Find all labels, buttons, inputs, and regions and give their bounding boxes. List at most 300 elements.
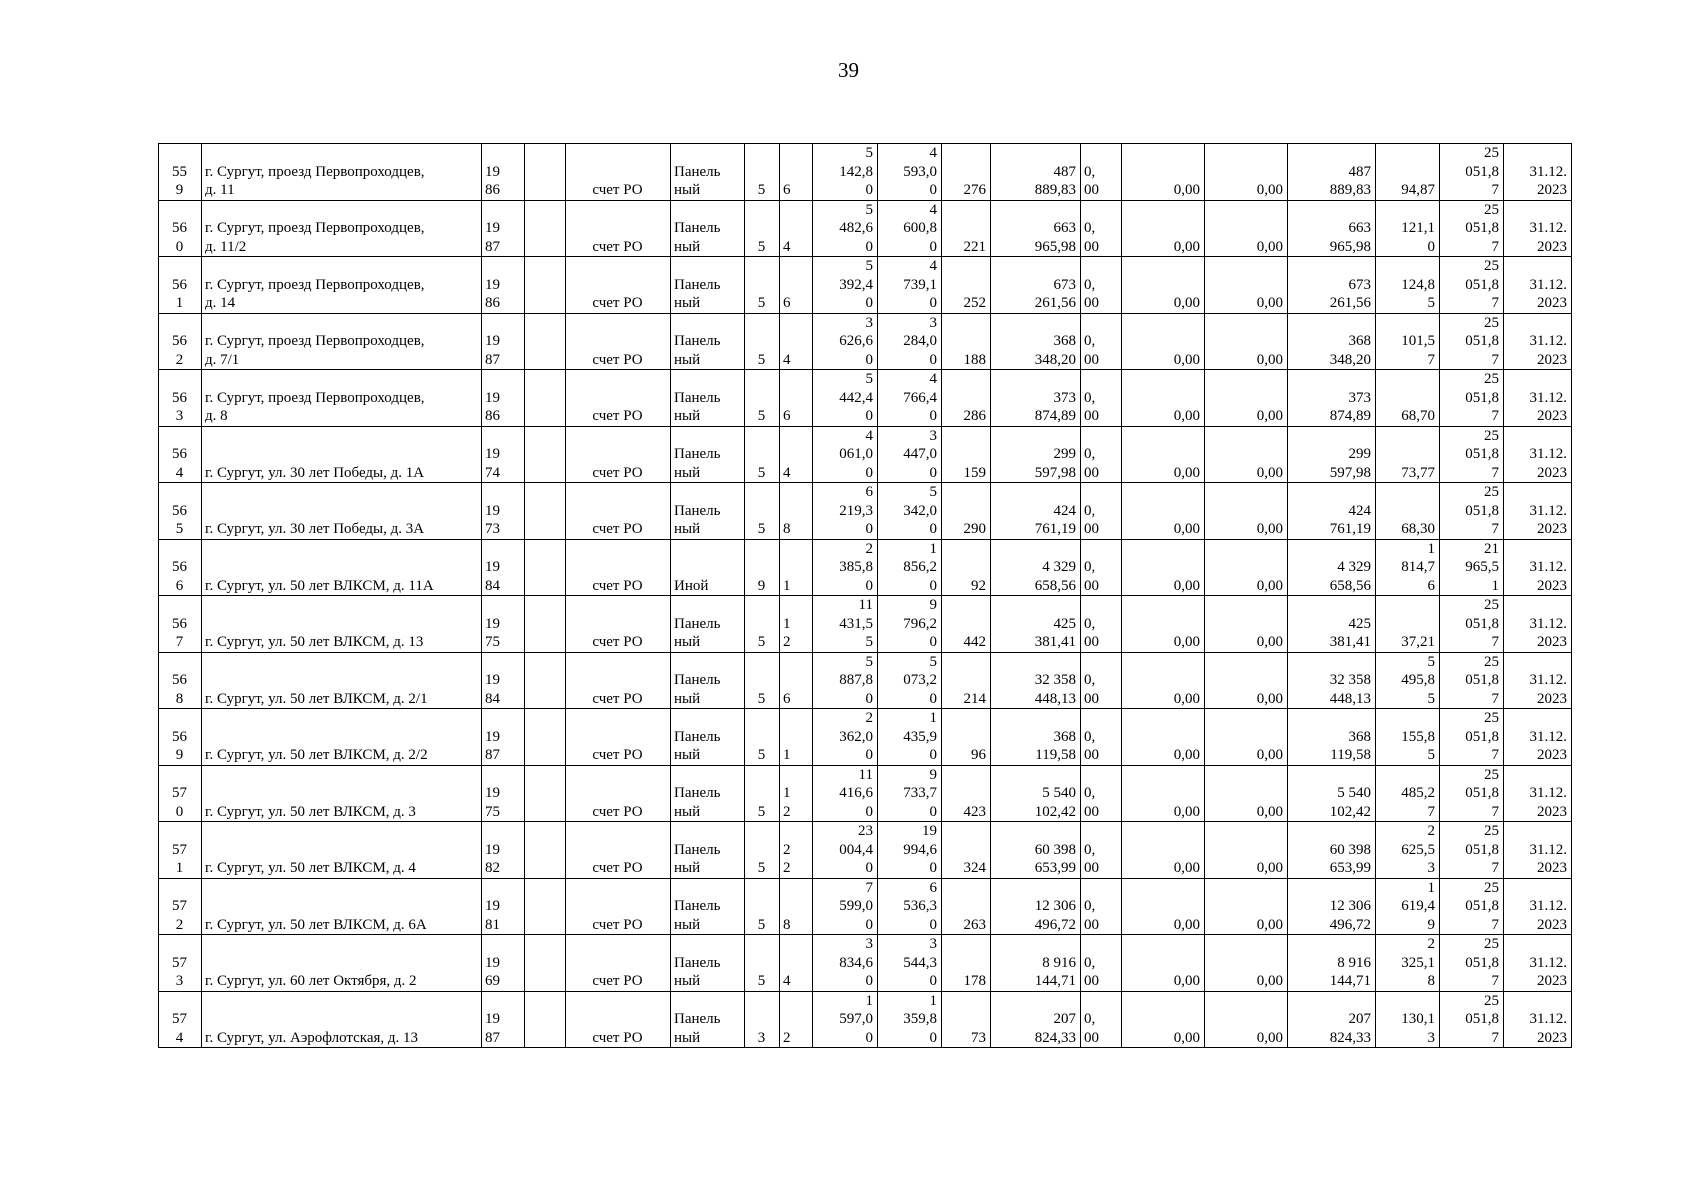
wall-material-cell	[671, 935, 745, 992]
row-number-cell-line: 1	[175, 860, 184, 876]
total-area-cell-line: 061,0	[839, 446, 873, 462]
deadline-cell	[1504, 765, 1572, 822]
deadline-cell	[1504, 878, 1572, 935]
limit-cost-cell-line: 7	[1491, 690, 1499, 707]
deadline-cell-line: 31.12.	[1529, 615, 1567, 632]
residents-cell: 286	[942, 370, 991, 427]
address-cell	[202, 144, 482, 201]
wall-material-cell	[671, 709, 745, 766]
total-area-cell-line: 5	[865, 634, 873, 650]
fund-cost-cell	[1081, 539, 1122, 596]
empty-cell	[525, 144, 566, 201]
floors-cell: 5	[745, 257, 780, 314]
total-cost-cell-line: 348,20	[1329, 351, 1371, 368]
row-number-cell-line: 56	[172, 276, 187, 293]
limit-cost-cell	[1440, 652, 1504, 709]
deadline-cell-line: 2023	[1537, 351, 1567, 368]
cost-cell	[991, 935, 1081, 992]
cost-cell	[991, 144, 1081, 201]
build-year-cell	[482, 991, 525, 1048]
living-area-cell-line: 073,2	[903, 672, 937, 688]
row-number-cell-line: 57	[172, 954, 187, 971]
address-cell-line: г. Сургут, ул. 50 лет ВЛКСМ, д. 2/2	[205, 747, 428, 763]
cost-cell-line: 102,42	[1034, 803, 1076, 820]
table-row	[159, 822, 1572, 879]
address-cell-line: г. Сургут, ул. 60 лет Октября, д. 2	[205, 973, 417, 989]
living-area-cell	[878, 878, 942, 935]
total-area-cell-line: 23	[858, 823, 873, 839]
deadline-cell	[1504, 822, 1572, 879]
cost-cell	[991, 483, 1081, 540]
build-year-cell-line: 84	[485, 577, 500, 594]
living-area-cell-line: 0	[929, 577, 937, 594]
total-cost-cell	[1288, 200, 1376, 257]
living-area-cell-line: 0	[929, 634, 937, 650]
cost-cell-line: 144,71	[1034, 973, 1076, 989]
cost-cell	[991, 878, 1081, 935]
living-area-cell-line: 0	[929, 860, 937, 876]
total-area-cell-line: 11	[858, 766, 873, 783]
cost-cell	[991, 426, 1081, 483]
living-area-cell-line: 4	[929, 258, 937, 274]
total-cost-cell-line: 496,72	[1329, 916, 1371, 933]
limit-cost-cell	[1440, 483, 1504, 540]
living-area-cell	[878, 200, 942, 257]
unit-cost-cell-line: 130,1	[1401, 1011, 1435, 1027]
budget-cost-cell: 0,00	[1122, 200, 1205, 257]
unit-cost-cell-line: 3	[1427, 1029, 1435, 1046]
limit-cost-cell-line: 7	[1491, 747, 1499, 763]
total-area-cell-line: 0	[865, 238, 873, 255]
cost-cell-line: 597,98	[1034, 464, 1076, 481]
unit-cost-cell-line: 495,8	[1401, 672, 1435, 688]
limit-cost-cell-line: 051,8	[1465, 220, 1499, 236]
address-cell-line: г. Сургут, проезд Первопроходцев,	[205, 163, 425, 180]
build-year-cell-line: 69	[485, 973, 500, 989]
limit-cost-cell-line: 965,5	[1465, 559, 1499, 575]
row-number-cell-line: 1	[175, 295, 184, 311]
total-cost-cell	[1288, 935, 1376, 992]
limit-cost-cell-line: 7	[1491, 351, 1499, 368]
total-cost-cell-line: 4 329	[1337, 559, 1371, 575]
address-cell	[202, 709, 482, 766]
floors-cell: 5	[745, 200, 780, 257]
unit-cost-cell	[1376, 991, 1440, 1048]
living-area-cell-line: 3	[929, 427, 937, 444]
table-row	[159, 652, 1572, 709]
total-area-cell-line: 0	[865, 577, 873, 594]
wall-material-cell	[671, 822, 745, 879]
address-cell-line: д. 7/1	[205, 351, 240, 368]
residents-cell: 214	[942, 652, 991, 709]
row-number-cell-line: 3	[175, 408, 184, 424]
wall-material-cell-line: ный	[674, 860, 701, 876]
row-number-cell-line: 9	[175, 747, 184, 763]
unit-cost-cell-line: 485,2	[1401, 785, 1435, 801]
cost-cell	[991, 539, 1081, 596]
fund-cost-cell-line: 00	[1084, 747, 1099, 763]
address-cell	[202, 878, 482, 935]
total-cost-cell-line: 874,89	[1329, 408, 1371, 424]
total-cost-cell	[1288, 313, 1376, 370]
wall-material-cell-line: ный	[674, 916, 701, 933]
address-cell-line: д. 11	[205, 182, 235, 198]
limit-cost-cell-line: 051,8	[1465, 898, 1499, 914]
entrances-cell-line: 2	[783, 841, 791, 858]
build-year-cell-line: 19	[485, 276, 500, 293]
total-area-cell-line: 5	[865, 201, 873, 218]
build-year-cell-line: 19	[485, 446, 500, 462]
build-year-cell-line: 87	[485, 747, 500, 763]
other-cost-cell: 0,00	[1205, 822, 1288, 879]
living-area-cell-line: 4	[929, 201, 937, 218]
total-cost-cell-line: 381,41	[1329, 634, 1371, 650]
fund-cost-cell-line: 0,	[1084, 220, 1096, 236]
row-number-cell-line: 2	[175, 916, 184, 933]
fund-cost-cell-line: 0,	[1084, 615, 1096, 632]
build-year-cell-line: 87	[485, 1029, 500, 1046]
living-area-cell-line: 0	[929, 238, 937, 255]
empty-cell	[525, 539, 566, 596]
cost-cell-line: 368	[1053, 333, 1076, 349]
entrances-cell	[780, 822, 813, 879]
total-area-cell-line: 004,4	[839, 841, 873, 858]
deadline-cell-line: 31.12.	[1529, 333, 1567, 349]
cost-cell-line: 874,89	[1034, 408, 1076, 424]
limit-cost-cell-line: 7	[1491, 182, 1499, 198]
living-area-cell-line: 4	[929, 371, 937, 387]
other-cost-cell: 0,00	[1205, 200, 1288, 257]
build-year-cell	[482, 652, 525, 709]
entrances-cell-line: 2	[783, 634, 791, 650]
build-year-cell	[482, 313, 525, 370]
floors-cell: 5	[745, 709, 780, 766]
unit-cost-cell-line: 7	[1427, 803, 1435, 820]
cost-cell-line: 824,33	[1034, 1029, 1076, 1046]
row-number-cell-line: 56	[172, 333, 187, 349]
cost-cell-line: 32 358	[1034, 672, 1076, 688]
limit-cost-cell-line: 051,8	[1465, 841, 1499, 858]
budget-cost-cell: 0,00	[1122, 991, 1205, 1048]
row-number-cell-line: 2	[175, 351, 184, 368]
unit-cost-cell-line: 2	[1427, 823, 1435, 839]
total-area-cell	[813, 765, 878, 822]
entrances-cell-line: 4	[783, 238, 791, 255]
total-cost-cell-line: 373	[1348, 389, 1371, 406]
row-number-cell-line: 57	[172, 1011, 187, 1027]
total-area-cell	[813, 652, 878, 709]
living-area-cell	[878, 935, 942, 992]
fund-cost-cell-line: 00	[1084, 464, 1099, 481]
limit-cost-cell-line: 25	[1484, 427, 1499, 444]
entrances-cell-line: 6	[783, 295, 791, 311]
cost-cell-line: 496,72	[1034, 916, 1076, 933]
wall-material-cell-line: Панель	[674, 785, 721, 801]
total-area-cell	[813, 596, 878, 653]
total-area-cell-line: 0	[865, 521, 873, 537]
address-cell	[202, 765, 482, 822]
limit-cost-cell	[1440, 539, 1504, 596]
deadline-cell-line: 2023	[1537, 860, 1567, 876]
entrances-cell	[780, 652, 813, 709]
residents-cell: 290	[942, 483, 991, 540]
unit-cost-cell	[1376, 483, 1440, 540]
fund-cost-cell-line: 0,	[1084, 1011, 1096, 1027]
fund-cost-cell-line: 00	[1084, 916, 1099, 933]
fund-cost-cell	[1081, 483, 1122, 540]
floors-cell: 5	[745, 652, 780, 709]
living-area-cell-line: 1	[929, 540, 937, 557]
cost-cell-line: 5 540	[1042, 785, 1076, 801]
limit-cost-cell	[1440, 709, 1504, 766]
total-area-cell-line: 0	[865, 351, 873, 368]
build-year-cell-line: 75	[485, 803, 500, 820]
entrances-cell-line: 6	[783, 408, 791, 424]
deadline-cell-line: 2023	[1537, 916, 1567, 933]
fund-cost-cell-line: 0,	[1084, 276, 1096, 293]
empty-cell	[525, 426, 566, 483]
build-year-cell-line: 86	[485, 408, 500, 424]
unit-cost-cell-line: 0	[1427, 238, 1435, 255]
fund-cost-cell	[1081, 313, 1122, 370]
living-area-cell	[878, 370, 942, 427]
unit-cost-cell-line: 1	[1427, 879, 1435, 896]
build-year-cell	[482, 596, 525, 653]
deadline-cell	[1504, 596, 1572, 653]
floors-cell: 5	[745, 935, 780, 992]
entrances-cell-line: 2	[783, 1029, 791, 1046]
total-cost-cell-line: 424	[1348, 502, 1371, 519]
total-cost-cell	[1288, 426, 1376, 483]
address-cell-line: г. Сургут, проезд Первопроходцев,	[205, 389, 425, 406]
total-cost-cell	[1288, 822, 1376, 879]
wall-material-cell-line: ный	[674, 408, 701, 424]
living-area-cell	[878, 991, 942, 1048]
fund-cost-cell-line: 0,	[1084, 163, 1096, 180]
wall-material-cell	[671, 200, 745, 257]
deadline-cell	[1504, 313, 1572, 370]
total-cost-cell-line: 5 540	[1337, 785, 1371, 801]
fund-cost-cell	[1081, 652, 1122, 709]
unit-cost-cell-line: 7	[1427, 351, 1435, 368]
total-area-cell	[813, 709, 878, 766]
living-area-cell-line: 9	[929, 766, 937, 783]
address-cell	[202, 313, 482, 370]
entrances-cell-line: 4	[783, 973, 791, 989]
address-cell-line: г. Сургут, проезд Первопроходцев,	[205, 333, 425, 349]
entrances-cell	[780, 596, 813, 653]
floors-cell: 5	[745, 765, 780, 822]
cost-cell	[991, 596, 1081, 653]
fund-cost-cell	[1081, 935, 1122, 992]
total-cost-cell-line: 965,98	[1329, 238, 1371, 255]
living-area-cell-line: 600,8	[903, 220, 937, 236]
cost-cell-line: 373	[1053, 389, 1076, 406]
living-area-cell-line: 766,4	[903, 389, 937, 406]
budget-cost-cell: 0,00	[1122, 144, 1205, 201]
cost-cell	[991, 652, 1081, 709]
row-number-cell-line: 5	[175, 521, 184, 537]
total-cost-cell-line: 889,83	[1329, 182, 1371, 198]
fund-cost-cell	[1081, 878, 1122, 935]
row-number-cell-line: 0	[175, 803, 184, 820]
row-number-cell-line: 6	[175, 577, 184, 594]
entrances-cell-line: 4	[783, 351, 791, 368]
limit-cost-cell-line: 25	[1484, 314, 1499, 331]
total-area-cell-line: 0	[865, 690, 873, 707]
entrances-cell	[780, 709, 813, 766]
deadline-cell-line: 31.12.	[1529, 163, 1567, 180]
fund-cost-cell	[1081, 596, 1122, 653]
fund-cost-cell-line: 00	[1084, 182, 1099, 198]
budget-cost-cell: 0,00	[1122, 370, 1205, 427]
fund-method-cell: счет РО	[566, 257, 671, 314]
unit-cost-cell-line: 1	[1427, 540, 1435, 557]
row-number-cell-line: 57	[172, 898, 187, 914]
unit-cost-cell-line: 94,87	[1401, 182, 1435, 198]
deadline-cell-line: 31.12.	[1529, 672, 1567, 688]
entrances-cell	[780, 765, 813, 822]
fund-cost-cell	[1081, 200, 1122, 257]
build-year-cell	[482, 426, 525, 483]
build-year-cell-line: 19	[485, 333, 500, 349]
living-area-cell	[878, 652, 942, 709]
living-area-cell-line: 342,0	[903, 502, 937, 519]
row-number-cell-line: 56	[172, 446, 187, 462]
total-area-cell	[813, 313, 878, 370]
cost-cell	[991, 709, 1081, 766]
row-number-cell	[159, 822, 202, 879]
table-row	[159, 257, 1572, 314]
budget-cost-cell: 0,00	[1122, 483, 1205, 540]
fund-cost-cell-line: 00	[1084, 577, 1099, 594]
total-area-cell	[813, 483, 878, 540]
deadline-cell	[1504, 257, 1572, 314]
wall-material-cell-line: Панель	[674, 728, 721, 745]
fund-cost-cell-line: 00	[1084, 351, 1099, 368]
entrances-cell	[780, 878, 813, 935]
deadline-cell	[1504, 426, 1572, 483]
fund-method-cell: счет РО	[566, 822, 671, 879]
unit-cost-cell	[1376, 765, 1440, 822]
deadline-cell	[1504, 991, 1572, 1048]
living-area-cell-line: 739,1	[903, 276, 937, 293]
cost-cell-line: 673	[1053, 276, 1076, 293]
build-year-cell	[482, 144, 525, 201]
unit-cost-cell-line: 6	[1427, 577, 1435, 594]
empty-cell	[525, 313, 566, 370]
limit-cost-cell-line: 25	[1484, 992, 1499, 1009]
total-area-cell-line: 0	[865, 916, 873, 933]
row-number-cell	[159, 257, 202, 314]
deadline-cell-line: 31.12.	[1529, 728, 1567, 745]
fund-cost-cell-line: 0,	[1084, 954, 1096, 971]
fund-cost-cell-line: 0,	[1084, 785, 1096, 801]
living-area-cell	[878, 765, 942, 822]
limit-cost-cell-line: 7	[1491, 408, 1499, 424]
table-row	[159, 483, 1572, 540]
limit-cost-cell-line: 7	[1491, 634, 1499, 650]
row-number-cell	[159, 991, 202, 1048]
row-number-cell-line: 55	[172, 163, 187, 180]
address-cell	[202, 539, 482, 596]
cost-cell-line: 207	[1053, 1011, 1076, 1027]
unit-cost-cell-line: 121,1	[1401, 220, 1435, 236]
total-area-cell	[813, 426, 878, 483]
living-area-cell	[878, 709, 942, 766]
limit-cost-cell-line: 25	[1484, 710, 1499, 726]
row-number-cell	[159, 426, 202, 483]
row-number-cell	[159, 709, 202, 766]
fund-cost-cell	[1081, 426, 1122, 483]
build-year-cell-line: 87	[485, 238, 500, 255]
limit-cost-cell	[1440, 370, 1504, 427]
floors-cell: 5	[745, 426, 780, 483]
residents-cell: 96	[942, 709, 991, 766]
total-area-cell	[813, 200, 878, 257]
empty-cell	[525, 991, 566, 1048]
unit-cost-cell-line: 814,7	[1401, 559, 1435, 575]
entrances-cell	[780, 200, 813, 257]
table-row	[159, 765, 1572, 822]
cost-cell-line: 658,56	[1034, 577, 1076, 594]
row-number-cell-line: 4	[175, 464, 184, 481]
total-area-cell-line: 219,3	[839, 502, 873, 519]
address-cell	[202, 426, 482, 483]
fund-cost-cell	[1081, 822, 1122, 879]
other-cost-cell: 0,00	[1205, 426, 1288, 483]
total-cost-cell	[1288, 765, 1376, 822]
entrances-cell-line: 1	[783, 577, 791, 594]
total-cost-cell-line: 448,13	[1329, 690, 1371, 707]
unit-cost-cell-line: 5	[1427, 690, 1435, 707]
limit-cost-cell-line: 25	[1484, 936, 1499, 952]
cost-cell-line: 348,20	[1034, 351, 1076, 368]
wall-material-cell-line: Панель	[674, 502, 721, 519]
unit-cost-cell-line: 101,5	[1401, 333, 1435, 349]
limit-cost-cell-line: 051,8	[1465, 389, 1499, 406]
unit-cost-cell	[1376, 539, 1440, 596]
build-year-cell-line: 19	[485, 728, 500, 745]
living-area-cell	[878, 539, 942, 596]
row-number-cell-line: 57	[172, 841, 187, 858]
total-area-cell-line: 0	[865, 1029, 873, 1046]
deadline-cell-line: 31.12.	[1529, 446, 1567, 462]
address-cell	[202, 822, 482, 879]
floors-cell: 5	[745, 878, 780, 935]
wall-material-cell	[671, 652, 745, 709]
fund-cost-cell-line: 00	[1084, 238, 1099, 255]
wall-material-cell	[671, 483, 745, 540]
build-year-cell-line: 19	[485, 672, 500, 688]
row-number-cell	[159, 878, 202, 935]
row-number-cell	[159, 483, 202, 540]
other-cost-cell: 0,00	[1205, 991, 1288, 1048]
row-number-cell-line: 56	[172, 389, 187, 406]
limit-cost-cell	[1440, 596, 1504, 653]
other-cost-cell: 0,00	[1205, 257, 1288, 314]
total-area-cell-line: 11	[858, 597, 873, 613]
unit-cost-cell	[1376, 709, 1440, 766]
wall-material-cell-line: ный	[674, 521, 701, 537]
limit-cost-cell-line: 051,8	[1465, 446, 1499, 462]
build-year-cell-line: 19	[485, 954, 500, 971]
address-cell-line: г. Сургут, ул. 50 лет ВЛКСМ, д. 4	[205, 860, 416, 876]
total-area-cell-line: 482,6	[839, 220, 873, 236]
cost-cell-line: 425	[1053, 615, 1076, 632]
cost-cell-line: 12 306	[1034, 898, 1076, 914]
total-area-cell-line: 2	[865, 540, 873, 557]
